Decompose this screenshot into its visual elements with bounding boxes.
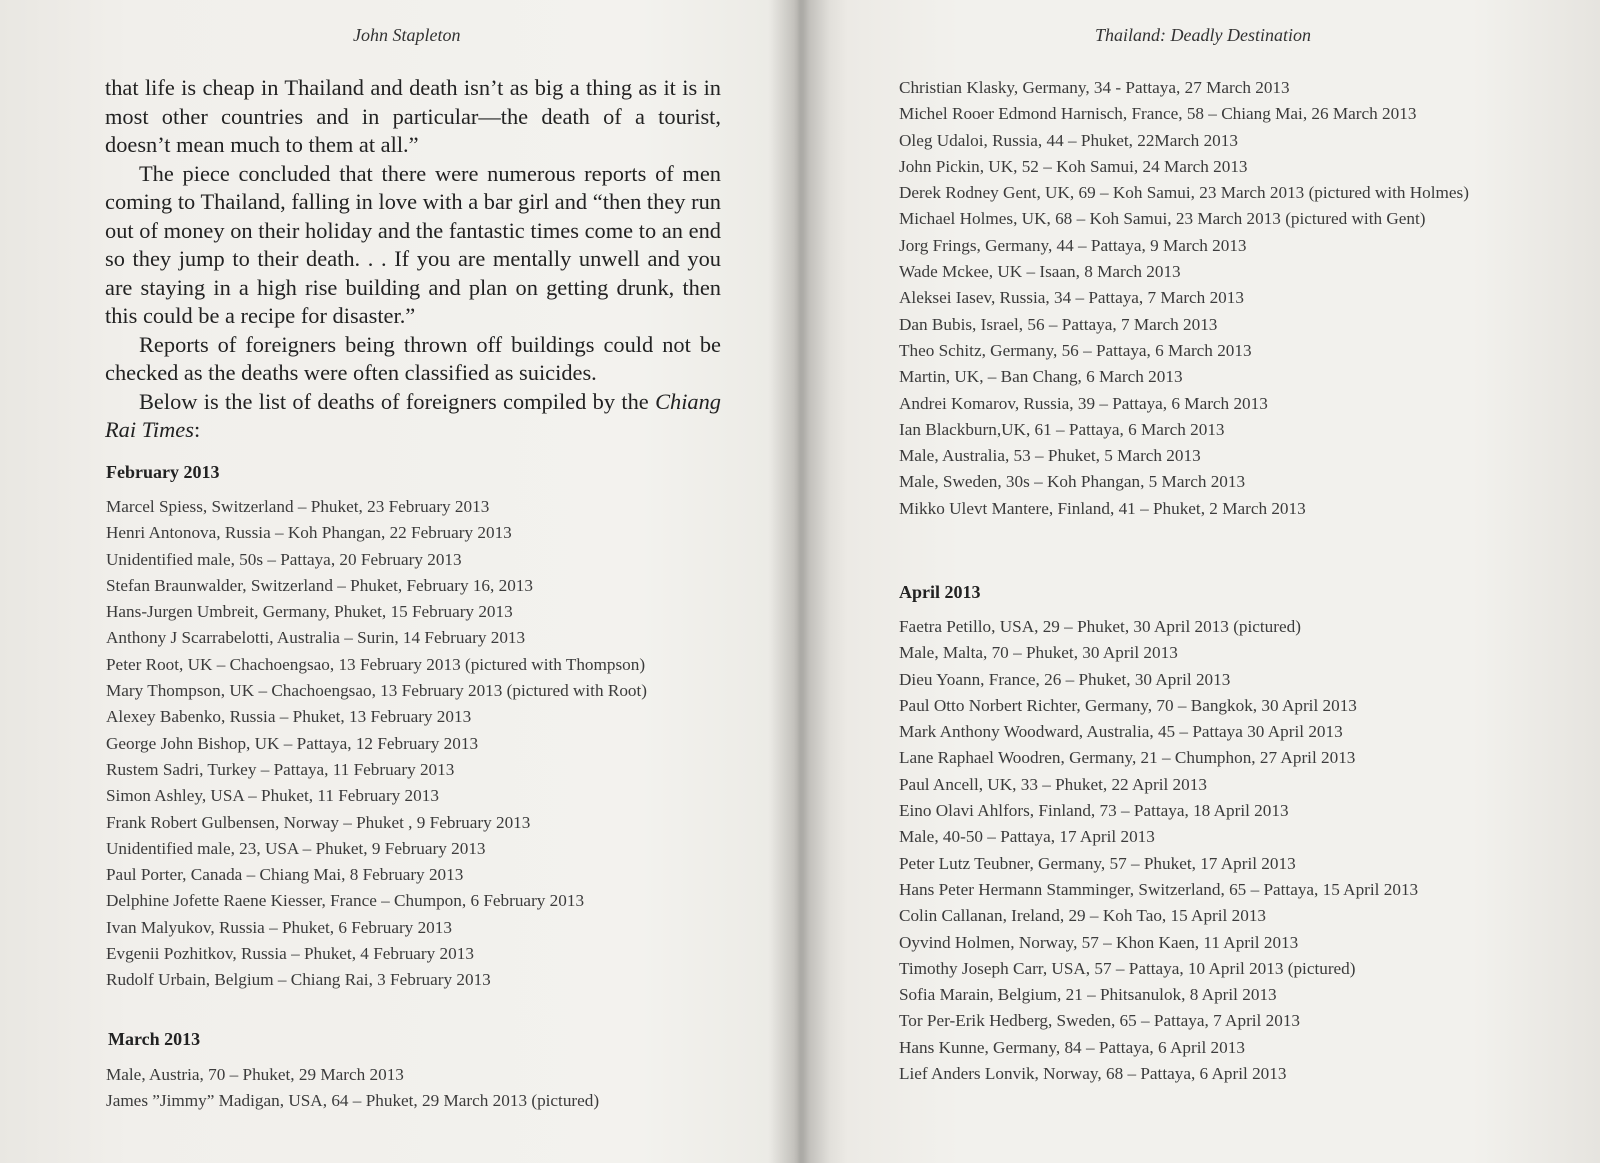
list-item: Male, Malta, 70 – Phuket, 30 April 2013 (899, 643, 1178, 663)
list-item: Paul Porter, Canada – Chiang Mai, 8 February 2013 (106, 865, 464, 885)
list-item: Evgenii Pozhitkov, Russia – Phuket, 4 February 2013 (106, 944, 474, 964)
list-item: Peter Lutz Teubner, Germany, 57 – Phuket, 17 April 2013 (899, 853, 1296, 873)
list-item: Alexey Babenko, Russia – Phuket, 13 February 2013 (106, 707, 472, 727)
list-item: John Pickin, UK, 52 – Koh Samui, 24 March 2013 (899, 156, 1248, 176)
list-item: Hans Peter Hermann Stamminger, Switzerland, 65 – Pattaya, 15 April 2013 (899, 879, 1419, 899)
list-item: Mikko Ulevt Mantere, Finland, 41 – Phuket, 2 March 2013 (899, 498, 1306, 518)
list-item: Rustem Sadri, Turkey – Pattaya, 11 February 2013 (106, 759, 455, 779)
list-intro-paragraph (105, 388, 721, 445)
list-item: Oyvind Holmen, Norway, 57 – Khon Kaen, 11 April 2013 (899, 932, 1299, 952)
paragraph: The piece concluded that there were numerous reports of men coming to Thailand, falling in love with a bar girl and “then they run out of money on their holiday and the fantastic times come to an end so they jump to their death. . . If you are mentally unwell and you are staying in a high rise building and plan on getting drunk, then this could be a recipe for disaster.” (105, 160, 721, 328)
april-list (899, 614, 1418, 1087)
list-item: Christian Klasky, Germany, 34 - Pattaya, 27 March 2013 (899, 78, 1290, 97)
list-item: Jorg Frings, Germany, 44 – Pattaya, 9 March 2013 (899, 235, 1247, 255)
list-item: Anthony J Scarrabelotti, Australia – Surin, 14 February 2013 (106, 628, 526, 648)
list-item: Frank Robert Gulbensen, Norway – Phuket , 9 February 2013 (106, 812, 531, 832)
list-item: Derek Rodney Gent, UK, 69 – Koh Samui, 23 March 2013 (pictured with Holmes) (899, 183, 1469, 203)
list-item: George John Bishop, UK – Pattaya, 12 February 2013 (106, 733, 479, 753)
list-item: Tor Per-Erik Hedberg, Sweden, 65 – Pattaya, 7 April 2013 (899, 1011, 1301, 1031)
list-item: Ivan Malyukov, Russia – Phuket, 6 February 2013 (106, 917, 452, 937)
list-item: Hans-Jurgen Umbreit, Germany, Phuket, 15 February 2013 (106, 602, 513, 622)
list-item: Mark Anthony Woodward, Australia, 45 – Pattaya 30 April 2013 (899, 722, 1343, 742)
list-item: Sofia Marain, Belgium, 21 – Phitsanulok, 8 April 2013 (899, 985, 1277, 1005)
list-item: Ian Blackburn,UK, 61 – Pattaya, 6 March 2013 (899, 419, 1225, 439)
left-running-head: John Stapleton (353, 25, 461, 45)
left-body-text (105, 74, 721, 445)
list-item: Unidentified male, 50s – Pattaya, 20 February 2013 (106, 549, 462, 569)
march-list-continued (899, 75, 1519, 522)
list-item: Lane Raphael Woodren, Germany, 21 – Chumphon, 27 April 2013 (899, 748, 1356, 768)
list-item: Dieu Yoann, France, 26 – Phuket, 30 April 2013 (899, 669, 1231, 689)
list-intro-end: : (193, 417, 201, 442)
section-heading-march: March 2013 (108, 1029, 201, 1049)
list-item: Paul Ancell, UK, 33 – Phuket, 22 April 2013 (899, 774, 1207, 794)
list-item: Paul Otto Norbert Richter, Germany, 70 – Bangkok, 30 April 2013 (899, 695, 1357, 715)
list-item: Andrei Komarov, Russia, 39 – Pattaya, 6 March 2013 (899, 393, 1268, 413)
list-item: Lief Anders Lonvik, Norway, 68 – Pattaya, 6 April 2013 (899, 1064, 1287, 1084)
march-list (106, 1062, 599, 1115)
list-item: Hans Kunne, Germany, 84 – Pattaya, 6 April 2013 (899, 1037, 1245, 1057)
paragraph: that life is cheap in Thailand and death isn’t as big a thing as it is in most other countries and in particular—the death of a tourist, doesn’t mean much to them at all.” (105, 75, 721, 157)
list-item: Stefan Braunwalder, Switzerland – Phuket, February 16, 2013 (106, 575, 533, 595)
list-item: Male, Austria, 70 – Phuket, 29 March 2013 (106, 1065, 404, 1084)
list-item: Male, Sweden, 30s – Koh Phangan, 5 March 2013 (899, 472, 1246, 492)
list-item: James ”Jimmy” Madigan, USA, 64 – Phuket, 29 March 2013 (pictured) (106, 1091, 600, 1111)
list-item: Mary Thompson, UK – Chachoengsao, 13 February 2013 (pictured with Root) (106, 681, 648, 701)
list-item: Faetra Petillo, USA, 29 – Phuket, 30 April 2013 (pictured) (899, 617, 1301, 636)
list-item: Peter Root, UK – Chachoengsao, 13 February 2013 (pictured with Thompson) (106, 654, 646, 674)
list-item: Henri Antonova, Russia – Koh Phangan, 22 February 2013 (106, 523, 512, 543)
list-item: Wade Mckee, UK – Isaan, 8 March 2013 (899, 262, 1181, 282)
section-heading-february: February 2013 (106, 462, 220, 482)
list-item: Oleg Udaloi, Russia, 44 – Phuket, 22March 2013 (899, 130, 1238, 150)
list-item: Unidentified male, 23, USA – Phuket, 9 February 2013 (106, 838, 486, 858)
list-item: Male, 40-50 – Pattaya, 17 April 2013 (899, 827, 1155, 847)
paragraph: Reports of foreigners being thrown off buildings could not be checked as the deaths were often classified as suicides. (105, 331, 721, 385)
list-item: Delphine Jofette Raene Kiesser, France – Chumpon, 6 February 2013 (106, 891, 585, 911)
list-item: Marcel Spiess, Switzerland – Phuket, 23 February 2013 (106, 497, 490, 516)
list-item: Michel Rooer Edmond Harnisch, France, 58 – Chiang Mai, 26 March 2013 (899, 104, 1417, 124)
february-list (106, 494, 647, 994)
list-item: Eino Olavi Ahlfors, Finland, 73 – Pattaya, 18 April 2013 (899, 801, 1289, 821)
list-item: Timothy Joseph Carr, USA, 57 – Pattaya, 10 April 2013 (pictured) (899, 958, 1356, 978)
right-running-head: Thailand: Deadly Destination (1095, 25, 1311, 45)
list-item: Colin Callanan, Ireland, 29 – Koh Tao, 15 April 2013 (899, 906, 1267, 926)
list-item: Male, Australia, 53 – Phuket, 5 March 2013 (899, 446, 1201, 466)
list-item: Theo Schitz, Germany, 56 – Pattaya, 6 March 2013 (899, 340, 1252, 360)
list-item: Martin, UK, – Ban Chang, 6 March 2013 (899, 367, 1183, 387)
list-item: Rudolf Urbain, Belgium – Chiang Rai, 3 February 2013 (106, 970, 491, 990)
list-item: Michael Holmes, UK, 68 – Koh Samui, 23 March 2013 (pictured with Gent) (899, 209, 1426, 229)
list-item: Aleksei Iasev, Russia, 34 – Pattaya, 7 March 2013 (899, 288, 1244, 308)
list-item: Dan Bubis, Israel, 56 – Pattaya, 7 March 2013 (899, 314, 1218, 334)
section-heading-april: April 2013 (899, 582, 981, 602)
list-item: Simon Ashley, USA – Phuket, 11 February 2013 (106, 786, 439, 806)
source-name: Chiang Rai Times (105, 388, 721, 442)
list-intro-text: Below is the list of deaths of foreigners compiled by the (139, 388, 649, 414)
right-page (806, 0, 1600, 1163)
